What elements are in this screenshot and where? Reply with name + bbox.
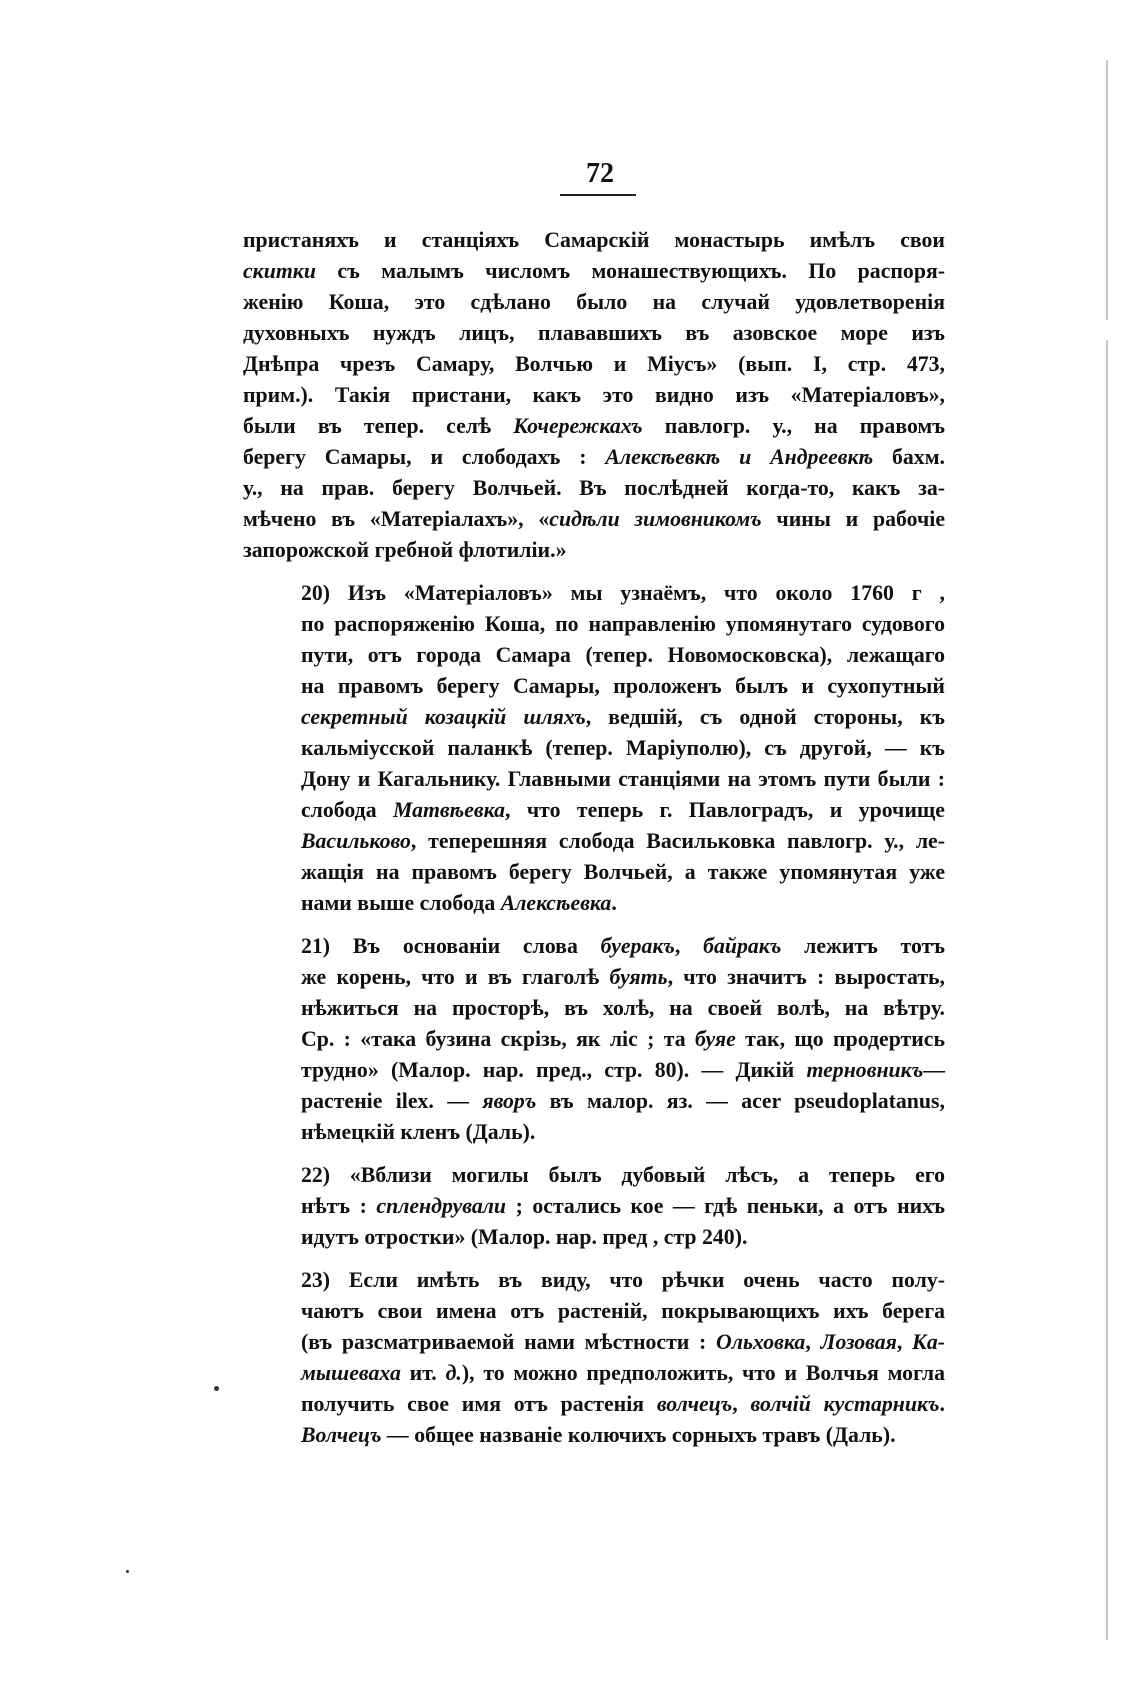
text-run: слобода — [301, 798, 393, 822]
text-run: жащія на правомъ берегу Волчьей, а также упомянутая уже — [301, 860, 945, 884]
text-run: же корень, что и въ глаголѣ — [301, 965, 610, 989]
text-line — [243, 962, 945, 993]
text-line — [243, 1265, 945, 1296]
text-line — [243, 733, 945, 764]
text-run: , ведшій, съ одной стороны, къ — [585, 705, 945, 729]
italic-term: Кочережкахъ — [513, 414, 643, 438]
text-run: получить свое имя отъ растенія — [301, 1392, 657, 1416]
text-run: идутъ отростки» (Малор. нар. пред , стр 240). — [301, 1225, 748, 1249]
text-line — [243, 411, 945, 442]
page-number-underline — [560, 194, 636, 196]
italic-term: Алексѣевкѣ и Андреевкѣ — [605, 445, 874, 469]
text-line — [243, 349, 945, 380]
italic-term: Матвѣевка — [393, 798, 506, 822]
body-text — [243, 225, 945, 1451]
text-run: нѣжиться на просторѣ, въ холѣ, на своей волѣ, на вѣтру. — [301, 996, 945, 1020]
text-run: , что теперь г. Павлоградъ, и урочище — [505, 798, 945, 822]
text-run: Ср. : «така бузина скрізь, як ліс ; та — [301, 1027, 695, 1051]
text-line — [243, 993, 945, 1024]
text-line — [243, 1117, 945, 1148]
text-line — [243, 287, 945, 318]
italic-term: Васильково — [301, 829, 411, 853]
italic-term: д. — [445, 1361, 462, 1385]
text-run: , — [805, 1330, 821, 1354]
scan-edge-line — [1106, 60, 1108, 320]
text-run: , — [896, 1330, 913, 1354]
text-line — [243, 1191, 945, 1222]
text-run: 21) Въ основаніи слова — [301, 934, 601, 958]
scan-edge-line — [1106, 340, 1108, 1640]
text-line — [243, 535, 945, 566]
text-run: по распоряженію Коша, по направленію упомянутаго судового — [301, 612, 945, 636]
italic-term: Ольховка — [716, 1330, 806, 1354]
paragraph-p-22 — [243, 1160, 945, 1253]
text-line — [243, 318, 945, 349]
text-run: на правомъ берегу Самары, проложенъ былъ и сухопутный — [301, 674, 945, 698]
text-run: так, що продертись — [735, 1027, 946, 1051]
text-line — [243, 1055, 945, 1086]
italic-term: скитки — [243, 259, 316, 283]
text-run: нѣмецкій кленъ (Даль). — [301, 1120, 536, 1144]
text-line — [243, 1420, 945, 1451]
italic-term: секретный козацкій шляхъ — [301, 705, 586, 729]
text-line — [243, 1327, 945, 1358]
text-run: Дону и Кагальнику. Главными станціями на этомъ пути были : — [301, 767, 945, 791]
italic-term: Алексѣевка — [500, 891, 612, 915]
text-line — [243, 1024, 945, 1055]
text-line — [243, 380, 945, 411]
text-line — [243, 826, 945, 857]
paragraph-p-20 — [243, 578, 945, 919]
italic-term: сплендрували — [376, 1194, 507, 1218]
italic-term: яворъ — [482, 1089, 537, 1113]
text-line — [243, 1358, 945, 1389]
text-line — [243, 795, 945, 826]
text-run: Днѣпра чрезъ Самару, Волчью и Міусъ» (вып. I, стр. 473, — [243, 352, 945, 376]
text-run: павлогр. у., на правомъ — [642, 414, 945, 438]
text-line — [243, 256, 945, 287]
page-number: 72 — [586, 158, 614, 189]
text-line — [243, 1389, 945, 1420]
text-line — [243, 640, 945, 671]
text-run: съ малымъ числомъ монашествующихъ. По распоря- — [315, 259, 945, 283]
text-run: были въ тепер. селѣ — [243, 414, 514, 438]
text-run: женію Коша, это сдѣлано было на случай удовлетворенія — [243, 290, 945, 314]
text-run: берегу Самары, и слободахъ : — [243, 445, 606, 469]
italic-term: Волчецъ — — [301, 1423, 409, 1447]
text-run: , теперешняя слобода Васильковка павлогр. у., ле- — [410, 829, 945, 853]
text-run: , — [674, 934, 704, 958]
text-run: ; остались кое — гдѣ пеньки, а отъ нихъ — [506, 1194, 945, 1218]
text-run: нѣтъ : — [301, 1194, 377, 1218]
paragraph-p-21 — [243, 931, 945, 1148]
text-run: въ малор. яз. — acer pseudoplatanus, — [536, 1089, 945, 1113]
italic-term: волчецъ — [656, 1392, 733, 1416]
text-line — [243, 857, 945, 888]
text-line — [243, 1222, 945, 1253]
text-run: 20) Изъ «Матеріаловъ» мы узнаёмъ, что около 1760 г , — [301, 581, 945, 605]
text-line — [243, 702, 945, 733]
text-run: бахм. — [873, 445, 946, 469]
text-run: лежитъ тотъ — [781, 934, 945, 958]
text-line — [243, 888, 945, 919]
text-run: , что значитъ : выростать, — [667, 965, 945, 989]
text-line — [243, 671, 945, 702]
text-line — [243, 442, 945, 473]
text-run: растеніе ilex. — — [301, 1089, 483, 1113]
text-run: (въ разсматриваемой нами мѣстности : — [301, 1330, 717, 1354]
text-run: — — [923, 1058, 945, 1082]
text-line — [243, 1160, 945, 1191]
text-run: общее названіе колючихъ сорныхъ травъ (Даль). — [408, 1423, 896, 1447]
text-run: 22) «Вблизи могилы былъ дубовый лѣсъ, а теперь его — [301, 1163, 945, 1187]
text-run: ит. — [400, 1361, 446, 1385]
text-run: . — [611, 891, 617, 915]
text-line — [243, 1086, 945, 1117]
scan-speck — [126, 1570, 129, 1573]
text-run: мѣчено въ «Матеріалахъ», « — [243, 507, 550, 531]
text-run: чины и рабочіе — [761, 507, 945, 531]
text-run: пути, отъ города Самара (тепер. Новомосковска), лежащаго — [301, 643, 945, 667]
italic-term: мышеваха — [301, 1361, 401, 1385]
italic-term: Ка- — [912, 1330, 945, 1354]
text-line — [243, 578, 945, 609]
italic-term: буеракъ — [600, 934, 675, 958]
text-run: 23) Если имѣть въ виду, что рѣчки очень часто полу- — [301, 1268, 945, 1292]
text-run: прим.). Такія пристани, какъ это видно изъ «Матеріаловъ», — [243, 383, 945, 407]
text-line — [243, 931, 945, 962]
text-line — [243, 1296, 945, 1327]
italic-term: Лозовая — [820, 1330, 897, 1354]
italic-term: буяе — [694, 1027, 736, 1051]
paragraph-p-23 — [243, 1265, 945, 1451]
text-line — [243, 504, 945, 535]
text-line — [243, 225, 945, 256]
text-run: духовныхъ нуждъ лицъ, плававшихъ въ азовское море изъ — [243, 321, 945, 345]
italic-term: буять — [609, 965, 668, 989]
italic-term: волчій кустарникъ — [750, 1392, 940, 1416]
text-run: запорожской гребной флотиліи.» — [243, 538, 567, 562]
text-line — [243, 473, 945, 504]
paragraph-p-cont — [243, 225, 945, 566]
text-run: . — [939, 1392, 945, 1416]
text-run: пристаняхъ и станціяхъ Самарскій монастырь имѣлъ свои — [243, 228, 945, 252]
text-run: у., на прав. берегу Волчьей. Въ послѣдней когда-то, какъ за- — [243, 476, 945, 500]
italic-term: терновникъ — [806, 1058, 924, 1082]
text-line — [243, 609, 945, 640]
text-run: кальміусской паланкѣ (тепер. Маріуполю), съ другой, — къ — [301, 736, 945, 760]
text-run: трудно» (Малор. нар. пред., стр. 80). — Дикій — [301, 1058, 807, 1082]
text-run: нами выше слобода — [301, 891, 501, 915]
text-line — [243, 764, 945, 795]
scan-speck — [214, 1386, 219, 1391]
text-run: , — [732, 1392, 751, 1416]
italic-term: сидѣли зимовникомъ — [549, 507, 762, 531]
italic-term: байракъ — [703, 934, 782, 958]
text-run: чаютъ свои имена отъ растеній, покрывающихъ ихъ берега — [301, 1299, 945, 1323]
text-run: ), то можно предположить, что и Волчья могла — [461, 1361, 945, 1385]
